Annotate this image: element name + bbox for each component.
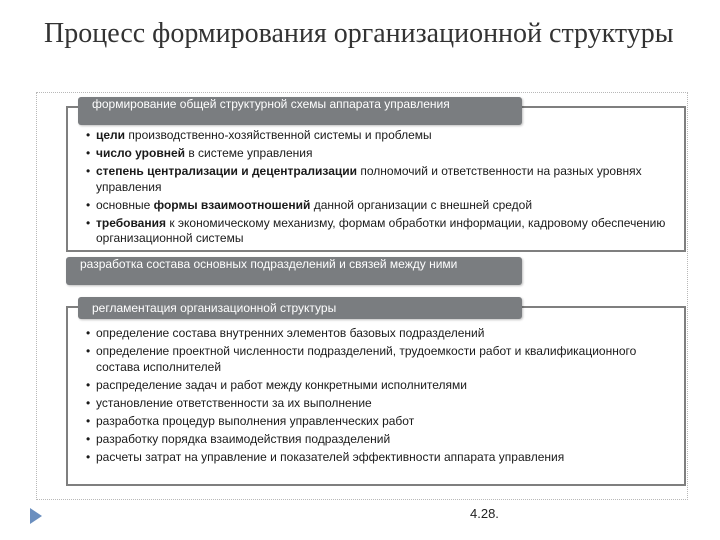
item-text: установление ответственности за их выполнение [96,395,372,410]
stage-1-label: формирование общей структурной схемы аппарата управления [78,97,522,125]
item-text: в системе управления [185,145,313,160]
list-item [86,378,676,394]
triangle-right-icon[interactable] [30,508,42,524]
slide-title: Процесс формирования организационной структуры [44,18,674,49]
bottom-divider [36,499,688,500]
list-item [86,414,676,430]
list-item [86,216,676,247]
item-keyword: требования [96,215,166,230]
item-text: полномочий и ответственности на разных уровнях управления [96,163,642,194]
item-text: распределение задач и работ между конкретными исполнителями [96,377,467,392]
list-item [86,164,676,195]
item-text: данной организации с внешней средой [310,197,533,212]
left-guide [36,92,37,500]
list-item [86,326,676,342]
list-item [86,344,676,375]
item-prefix: основные [96,197,154,212]
page-number: 4.28. [470,506,499,521]
stage-3-label: регламентация организационной структуры [78,297,522,319]
item-text: расчеты затрат на управление и показателей эффективности аппарата управления [96,449,565,464]
stage-2-label: разработка состава основных подразделений и связей между ними [66,257,522,285]
item-text: определение состава внутренних элементов базовых подразделений [96,326,485,340]
list-item [86,450,676,466]
list-item [86,146,676,162]
stage-1-items [86,128,676,249]
item-keyword: степень централизации и децентрализации [96,163,358,178]
list-item [86,396,676,412]
stage-3-items [86,326,676,467]
item-text: определение проектной численности подразделений, трудоемкости работ и квалификационного состава исполнителей [96,343,637,374]
title-divider [36,92,688,93]
item-text: разработку порядка взаимодействия подразделений [96,431,391,446]
item-keyword: число уровней [96,145,185,160]
item-text: производственно-хозяйственной системы и проблемы [125,128,432,142]
item-text: к экономическому механизму, формам обработки информации, кадровому обеспечению организационной системы [96,215,666,246]
item-text: разработка процедур выполнения управленческих работ [96,413,415,428]
list-item [86,128,676,144]
item-keyword: формы взаимоотношений [153,197,311,212]
list-item [86,432,676,448]
right-guide [687,92,688,500]
list-item [86,198,676,214]
item-keyword: цели [96,128,126,142]
